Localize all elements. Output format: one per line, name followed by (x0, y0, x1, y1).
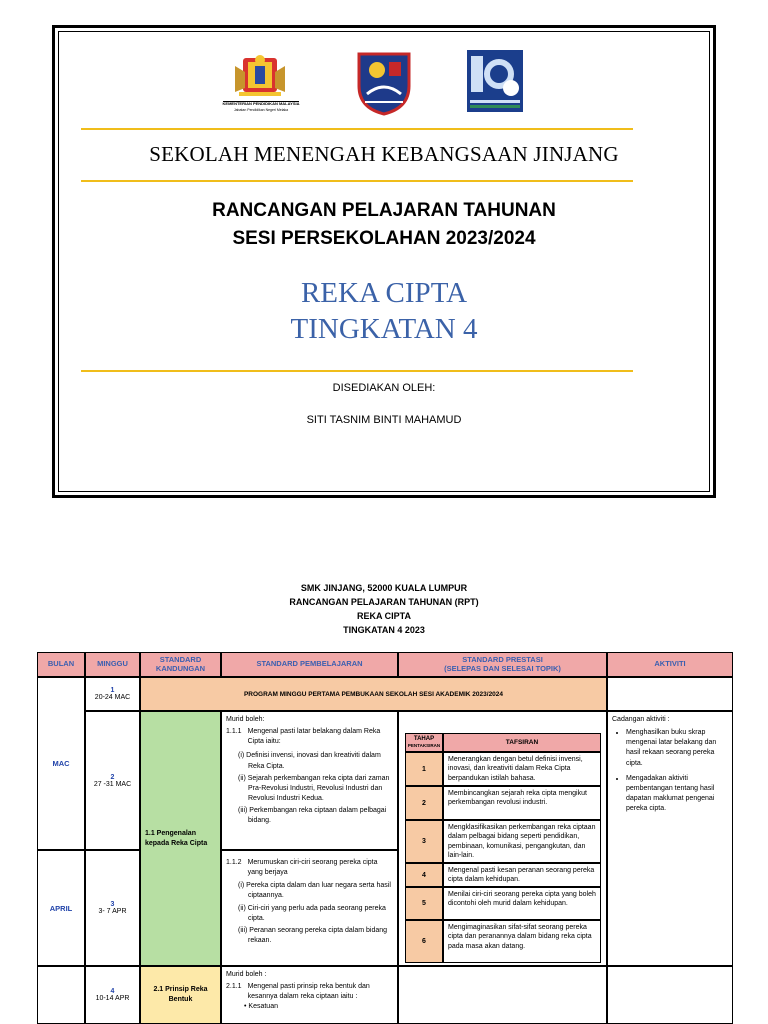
week-3-number: 3 (110, 901, 115, 908)
month-cell-empty (37, 966, 85, 1024)
sp-2-1-1-bullet: • Kesatuan (244, 1003, 278, 1011)
week-2-cell (85, 711, 140, 850)
subject-title: REKA CIPTA (300, 277, 468, 309)
week-1-cell (85, 677, 140, 711)
tahap-6-level: 6 (405, 920, 443, 963)
gold-rule-bottom (81, 370, 633, 372)
sp-2-intro: Murid boleh : (226, 971, 267, 978)
sp-2-1-1-num: 2.1.1 (226, 983, 242, 991)
aktiviti-cell-2 (607, 966, 733, 1024)
tahap-label: TAHAP (413, 736, 435, 743)
rpt-title-line2: SESI PERSEKOLAHAN 2023/2024 (232, 228, 536, 249)
sp-1-1-1-sub-ii: (ii) Sejarah perkembangan reka cipta dari zaman Pra-Revolusi Industri, Revolusi Industri dan Revolusi Industri Kedua. (238, 774, 390, 802)
standard-prestasi-cell-2 (398, 966, 607, 1024)
header-standard-prestasi-sub: (SELEPAS DAN SELESAI TOPIK) (444, 663, 561, 673)
tahap-5-level: 5 (405, 887, 443, 920)
sp-intro: Murid boleh: (226, 716, 265, 723)
month-april: APRIL (49, 903, 73, 913)
doc-header-subject: REKA CIPTA (357, 611, 411, 621)
week-4-number: 4 (110, 988, 115, 995)
month-mac: MAC (52, 759, 70, 768)
tahap-sub-label: PENTAKSIRAN (407, 743, 441, 749)
aktiviti-cell (607, 711, 733, 966)
sp-1-1-1-text: Mengenal pasti latar belakang dalam Reka Cipta iaitu: (247, 728, 381, 746)
tahap-1-text: Menerangkan dengan betul definisi invensi, inovasi, dan kreativiti dalam Reka Cipta berpandukan istilah bahasa. (443, 752, 601, 786)
week-1-number: 1 (110, 687, 115, 694)
tafsiran-header: TAFSIRAN (443, 733, 601, 752)
program-week-1: PROGRAM MINGGU PERTAMA PEMBUKAAN SEKOLAH SESI AKADEMIK 2023/2024 (140, 677, 607, 711)
month-cell-mac (37, 677, 85, 850)
header-standard-prestasi (398, 652, 607, 677)
header-bulan: BULAN (37, 652, 85, 677)
week-4-date: 10-14 APR (95, 995, 130, 1002)
week-2-number: 2 (110, 773, 115, 781)
tahap-4-level: 4 (405, 863, 443, 887)
prepared-by-label: DISEDIAKAN OLEH: (332, 382, 436, 394)
week-1-activity-cell (607, 677, 733, 711)
aktiviti-list (612, 728, 728, 814)
header-standard-pembelajaran: STANDARD PEMBELAJARAN (221, 652, 398, 677)
tahap-6-text: Mengimaginasikan sifat-sifat seorang pereka cipta dan peranannya dalam bidang reka cipta pada masa akan datang. (443, 920, 601, 963)
tahap-header (405, 733, 443, 752)
sp-1-1-2-sub-iii: (iii) Peranan seorang pereka cipta dalam bidang rekaan. (238, 926, 388, 944)
aktiviti-intro: Cadangan aktiviti : (612, 716, 670, 723)
doc-header-school: SMK JINJANG, 52000 KUALA LUMPUR (300, 583, 468, 593)
school-shield-logo (355, 50, 413, 116)
tahap-5-text: Menilai ciri-ciri seorang pereka cipta yang boleh dicontohi oleh murid dalam kehidupan. (443, 887, 601, 920)
school-name: SEKOLAH MENENGAH KEBANGSAAN JINJANG (149, 142, 619, 166)
sp-1-1-1-sub-iii: (iii) Perkembangan reka ciptaan dalam pelbagai bidang. (238, 807, 387, 825)
week-2-date: 27 -31 MAC (93, 780, 132, 788)
header-standard-kandungan: STANDARD KANDUNGAN (140, 652, 221, 677)
week-3-date: 3- 7 APR (98, 908, 127, 915)
tahap-4-text: Mengenal pasti kesan peranan seorang pereka cipta dalam kehidupan. (443, 863, 601, 887)
sp-1-1-2-sub-ii: (ii) Ciri-ciri yang perlu ada pada seorang pereka cipta. (238, 904, 386, 922)
sp-1-1-1-num: 1.1.1 (226, 728, 242, 736)
sk-1-1-pengenalan: 1.1 Pengenalan kepada Reka Cipta (140, 711, 221, 966)
prepared-by-name: SITI TASNIM BINTI MAHAMUD (306, 414, 462, 426)
doc-header-title: RANCANGAN PELAJARAN TAHUNAN (RPT) (289, 597, 479, 607)
sp-1-1-1-sub-i: (i) Definisi invensi, inovasi dan kreativiti dalam Reka Cipta. (238, 752, 381, 770)
header-standard-prestasi-label: STANDARD PRESTASI (462, 654, 543, 664)
week-1-date: 20-24 MAC (94, 694, 131, 701)
sp-1-1-2-text: Merumuskan ciri-ciri seorang pereka cipta yang berjaya (247, 859, 378, 877)
week-4-cell (85, 966, 140, 1024)
doc-header-form: TINGKATAN 4 2023 (343, 625, 425, 635)
ics-25-logo (467, 50, 523, 112)
aktiviti-item-1: • Menghasilkan buku skrap mengenai latar belakang dan hasil rekaan seorang pereka cipta. (626, 728, 728, 769)
subject-form: TINGKATAN 4 (290, 313, 478, 345)
header-minggu: MINGGU (85, 652, 140, 677)
sk-2-1-prinsip: 2.1 Prinsip Reka Bentuk (140, 966, 221, 1024)
ministry-department: Jabatan Pendidikan Negeri Melaka (233, 108, 289, 112)
ministry-name: KEMENTERIAN PENDIDIKAN MALAYSIA (222, 101, 300, 106)
tahap-2-level: 2 (405, 786, 443, 820)
sp-2-1-1-bullet-text: Kesatuan (248, 1003, 278, 1011)
sp-1-1-2-sub-i: (i) Pereka cipta dalam dan luar negara serta hasil ciptaannya. (238, 882, 391, 900)
gold-rule-top (81, 128, 633, 130)
tahap-3-text: Mengklasifikasikan perkembangan reka ciptaan dalam pelbagai bidang seperti pendidikan, pembinaan, komunikasi, pengangkutan, dan lain-lain. (443, 820, 601, 863)
sp-block-1-1-2 (221, 850, 398, 966)
month-cell-april (37, 850, 85, 966)
sp-block-2-1-1 (221, 966, 398, 1024)
sp-2-1-1-text: Mengenal pasti prinsip reka bentuk dan kesannya dalam reka ciptaan iaitu : (247, 983, 370, 1001)
sp-block-1-1-1 (221, 711, 398, 850)
header-aktiviti: AKTIVITI (607, 652, 733, 677)
gold-rule-under-school (81, 180, 633, 182)
tahap-2-text: Membincangkan sejarah reka cipta mengikut perkembangan revolusi industri. (443, 786, 601, 820)
tahap-1-level: 1 (405, 752, 443, 786)
aktiviti-item-2: • Mengadakan aktiviti pembentangan tentang hasil dapatan maklumat pengenai pereka cipta. (626, 774, 728, 815)
tahap-3-level: 3 (405, 820, 443, 863)
sp-1-1-2-num: 1.1.2 (226, 859, 242, 866)
rpt-title-line1: RANCANGAN PELAJARAN TAHUNAN (212, 200, 556, 221)
week-3-cell (85, 850, 140, 966)
